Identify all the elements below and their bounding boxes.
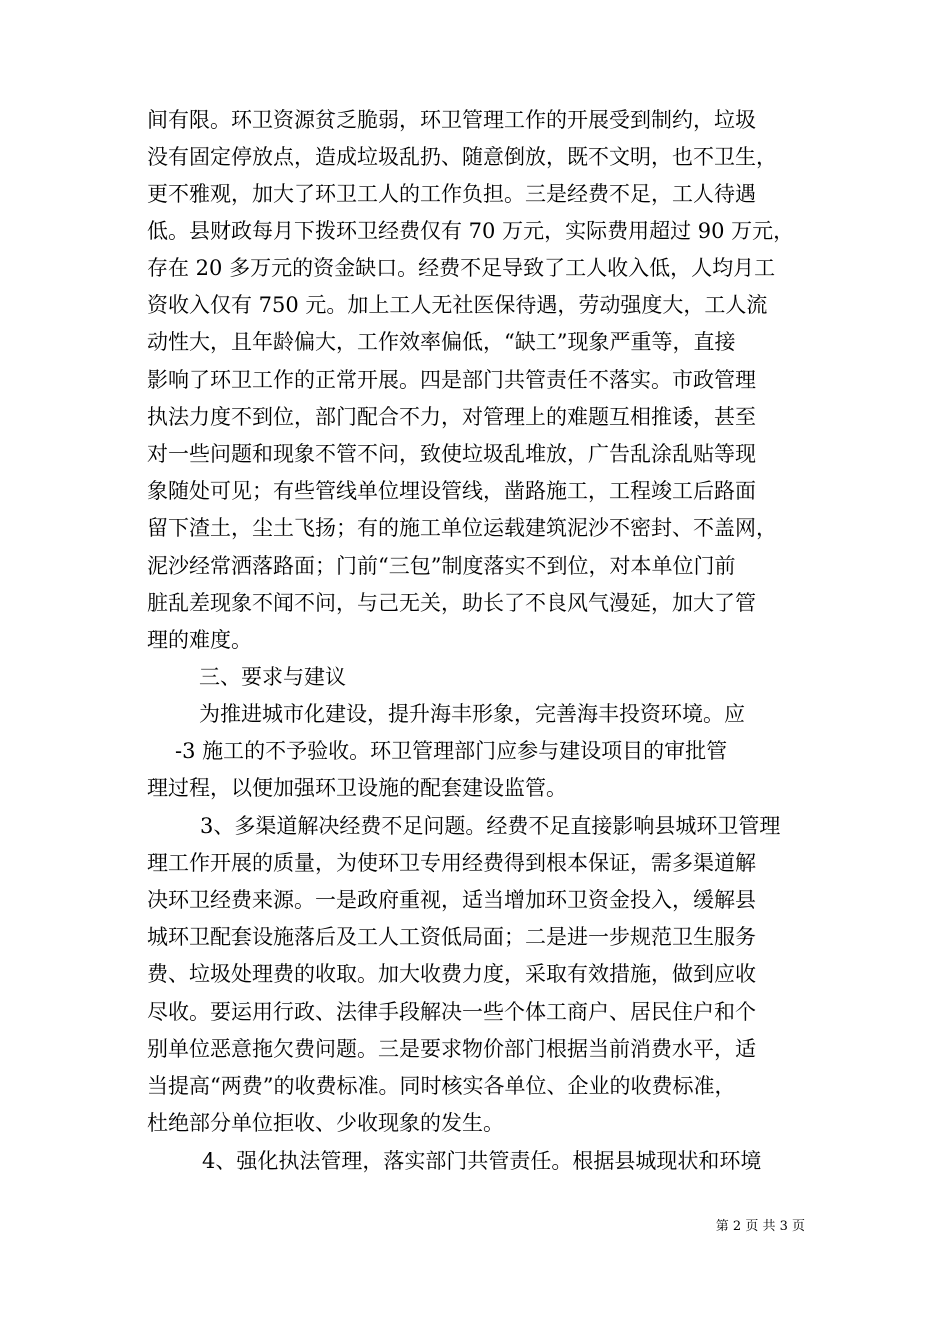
text-line: 对一些问题和现象不管不问，致使垃圾乱堆放，广告乱涂乱贴等现 xyxy=(147,442,756,466)
page-number: 第 2 页 共 3 页 xyxy=(715,1219,805,1234)
text-line: 理的难度。 xyxy=(147,628,252,652)
text-line: 脏乱差现象不闻不问，与己无关，助长了不良风气漫延，加大了管 xyxy=(147,591,756,615)
text-line: 象随处可见；有些管线单位埋设管线，凿路施工，工程竣工后路面 xyxy=(147,479,756,503)
text-line: 更不雅观，加大了环卫工人的工作负担。三是经费不足，工人待遇 xyxy=(147,182,756,206)
text-line: 三、要求与建议 xyxy=(199,665,346,689)
text-line: 影响了环卫工作的正常开展。四是部门共管责任不落实。市政管理 xyxy=(147,368,756,392)
text-line: 泥沙经常洒落路面；门前“三包”制度落实不到位，对本单位门前 xyxy=(147,554,736,578)
text-line: 杜绝部分单位拒收、少收现象的发生。 xyxy=(147,1111,504,1135)
text-line: 城环卫配套设施落后及工人工资低局面；二是进一步规范卫生服务 xyxy=(147,925,756,949)
text-line: 理工作开展的质量，为使环卫专用经费得到根本保证，需多渠道解 xyxy=(147,851,756,875)
text-line: 4、强化执法管理，落实部门共管责任。根据县城现状和环境 xyxy=(202,1149,762,1173)
text-line: 理过程，以便加强环卫设施的配套建设监管。 xyxy=(147,776,567,800)
text-line: 费、垃圾处理费的收取。加大收费力度，采取有效措施，做到应收 xyxy=(147,962,756,986)
text-line: 3、多渠道解决经费不足问题。经费不足直接影响县城环卫管理 xyxy=(200,814,781,838)
text-line: 决环卫经费来源。一是政府重视，适当增加环卫资金投入，缓解县 xyxy=(147,888,756,912)
text-line: -3 施工的不予验收。环卫管理部门应参与建设项目的审批管 xyxy=(175,739,728,763)
text-line: 当提高“两费”的收费标准。同时核实各单位、企业的收费标准， xyxy=(147,1074,736,1098)
text-line: 尽收。要运用行政、法律手段解决一些个体工商户、居民住户和个 xyxy=(147,1000,756,1024)
text-line: 资收入仅有 750 元。加上工人无社医保待遇，劳动强度大，工人流 xyxy=(147,293,768,317)
text-line: 执法力度不到位，部门配合不力，对管理上的难题互相推诿，甚至 xyxy=(147,405,756,429)
text-line: 留下渣土，尘土飞扬；有的施工单位运载建筑泥沙不密封、不盖网， xyxy=(147,516,777,540)
text-line: 间有限。环卫资源贫乏脆弱，环卫管理工作的开展受到制约，垃圾 xyxy=(147,108,756,132)
text-line: 为推进城市化建设，提升海丰形象，完善海丰投资环境。应 xyxy=(199,702,745,726)
text-line: 存在 20 多万元的资金缺口。经费不足导致了工人收入低，人均月工 xyxy=(147,256,776,280)
text-line: 没有固定停放点，造成垃圾乱扔、随意倒放，既不文明，也不卫生， xyxy=(147,145,777,169)
text-line: 别单位恶意拖欠费问题。三是要求物价部门根据当前消费水平，适 xyxy=(147,1037,756,1061)
text-line: 动性大，且年龄偏大，工作效率偏低，“缺工”现象严重等，直接 xyxy=(147,330,736,354)
text-line: 低。县财政每月下拨环卫经费仅有 70 万元，实际费用超过 90 万元， xyxy=(147,219,795,243)
